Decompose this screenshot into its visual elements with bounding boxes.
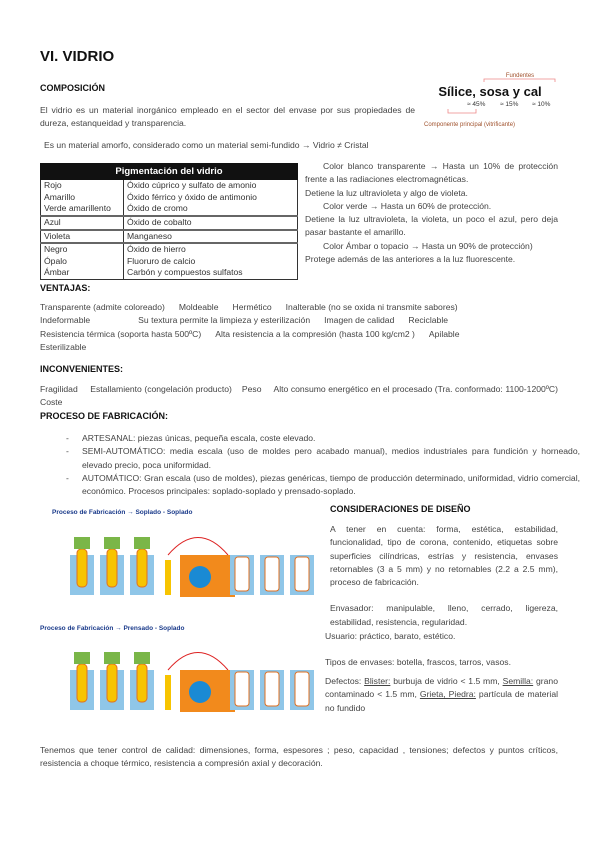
color-item: Color blanco transparente → Hasta un 10% de protección frente a las radiaciones electromagnéticas. [305,161,558,185]
diagram-caption-prensado: Proceso de Fabricación → Prensado - Soplado [40,625,185,632]
diseno-p2: Envasador: manipulable, lleno, cerrado, ligereza, estabilidad, resistencia, regularidad. [330,603,558,627]
inconvenientes-text: Fragilidad Estallamiento (congelación producto) Peso Alto consumo energético en el procesado (Tra. conformado: 1100-1200ºC) Coste [40,384,582,408]
list-item: - SEMI-AUTOMÁTICO: media escala (uso de moldes pero acabado manual), medios industriales para fundición y horneado, elevado precio, poca uniformidad. [82,445,580,472]
table-row: Amarillo Óxido férrico y óxido de antimonio [41,192,298,204]
control-calidad-text: Tenemos que tener control de calidad: dimensiones, forma, espesores ; peso, capacidad , tensiones; defectos y puntos críticos, resistencia a choque térmico, resistencia a compresión axial y decoración. [40,745,558,769]
fundentes-label: Fundentes [505,73,535,79]
parison-shape [77,549,87,587]
formula: Sílice, sosa y cal [438,84,542,99]
diseno-heading: CONSIDERACIONES DE DISEÑO [330,504,471,514]
parison-transfer [165,675,171,710]
list-item: - ARTESANAL: piezas únicas, pequeña escala, coste elevado. [82,432,580,445]
diagram-caption-soplado: Proceso de Fabricación → Soplado - Soplado [52,509,193,516]
parison-shape [107,664,117,702]
defectos-text: Defectos: Blister: burbuja de vidrio < 1.5 mm, Semilla: grano contaminado < 1.5 mm, Grieta, Piedra: partícula de material no fundido [325,676,559,713]
fabrication-diagram [40,500,325,725]
composicion-heading: COMPOSICIÓN [40,83,106,93]
bottle-shape [235,557,249,591]
list-item: - AUTOMÁTICO: Gran escala (uso de moldes), piezas genéricas, tiempo de producción determinado, uniformidad, vidrio comercial, económico. Procesos principales: soplado-soplado y prensado-soplado. [82,472,580,499]
turnover-pivot [189,681,211,703]
principal-label: Componente principal (vitrificante) [424,122,516,128]
transfer-arrow [168,538,228,556]
composicion-intro: El vidrio es un material inorgánico empleado en el sector del envase por sus propiedades de dureza, estanqueidad y transparencia. [40,105,415,129]
blow-head-shape [74,537,90,549]
table-row: Ópalo Fluoruro de calcio [41,256,298,268]
color-note: Detiene la luz ultravioleta, la violeta, un poco el azul, pero deja pasar bastante el amarillo. [305,214,558,238]
bottle-shape [265,557,279,591]
color-note: Detiene la luz ultravioleta y algo de violeta. [305,187,468,198]
table-row: Violeta Manganeso [41,230,298,244]
table-row: Negro Óxido de hierro [41,243,298,256]
parison-shape [137,549,147,587]
parison-shape [107,549,117,587]
pct-cal: ≈ 10% [532,101,551,108]
pct-silice: ≈ 45% [467,101,486,108]
table-row: Rojo Óxido cúprico y sulfato de amonio [41,180,298,192]
pigment-table [40,163,298,280]
blow-head-shape [104,652,120,664]
page-title: VI. VIDRIO [40,48,115,65]
proceso-heading: PROCESO DE FABRICACIÓN: [40,411,169,421]
bottle-shape [235,672,249,706]
diseno-text [330,523,558,629]
blow-head-shape [74,652,90,664]
turnover-pivot [189,566,211,588]
color-protection-list [305,160,558,266]
ventajas-heading: VENTAJAS: [40,283,91,293]
transfer-arrow [168,653,228,671]
diseno-p1: A tener en cuenta: forma, estética, estabilidad, funcionalidad, tipo de corona, contenido, etiquetas sobre superficies cilíndricas, estrías y resistencia, envases retornables (3 a 5 mm) y no retornables (2.2 a 2.5 mm), proceso de fabricación. [330,524,558,588]
parison-transfer [165,560,171,595]
table-row: Verde amarillento Óxido de cromo [41,203,298,216]
diseno-p4: Tipos de envases: botella, frascos, tarros, vasos. [325,657,511,667]
pct-sosa: ≈ 15% [500,101,519,108]
parison-shape [77,664,87,702]
blow-head-shape [134,537,150,549]
pigment-table-title: Pigmentación del vidrio [41,164,298,180]
ventajas-list: Transparente (admite coloreado) Moldeable Hermético Inalterable (no se oxida ni transmite sabores) Indeformable Su textura permite la limpieza y esterilización Imagen de calidad Reciclable Resistencia térmica (soporta hasta 500ºC) Alta resistencia a la compresión (hasta 100 kg/cm2 ) Apilable Esterilizable [40,302,460,352]
blow-head-shape [104,537,120,549]
composition-figure [420,68,560,132]
color-note: Protege además de las anteriores a la luz fluorescente. [305,254,516,265]
blow-head-shape [134,652,150,664]
diseno-p3: Usuario: práctico, barato, estético. [325,631,456,641]
color-item: Color verde → Hasta un 60% de protección. [323,200,492,211]
bottle-shape [265,672,279,706]
amorfo-text: Es un material amorfo, considerado como un material semi-fundido → Vidrio ≠ Cristal [44,140,369,150]
mold-step-row [70,537,314,597]
color-item: Color Ámbar o topacio → Hasta un 90% de protección) [323,240,533,251]
inconvenientes-heading: INCONVENIENTES: [40,364,124,374]
bottle-shape [295,557,309,591]
table-row: Azul Óxido de cobalto [41,216,298,230]
table-row: Ámbar Carbón y compuestos sulfatos [41,267,298,279]
parison-shape [137,664,147,702]
bottle-shape [295,672,309,706]
proceso-list [60,432,580,498]
mold-step-row [70,652,314,712]
